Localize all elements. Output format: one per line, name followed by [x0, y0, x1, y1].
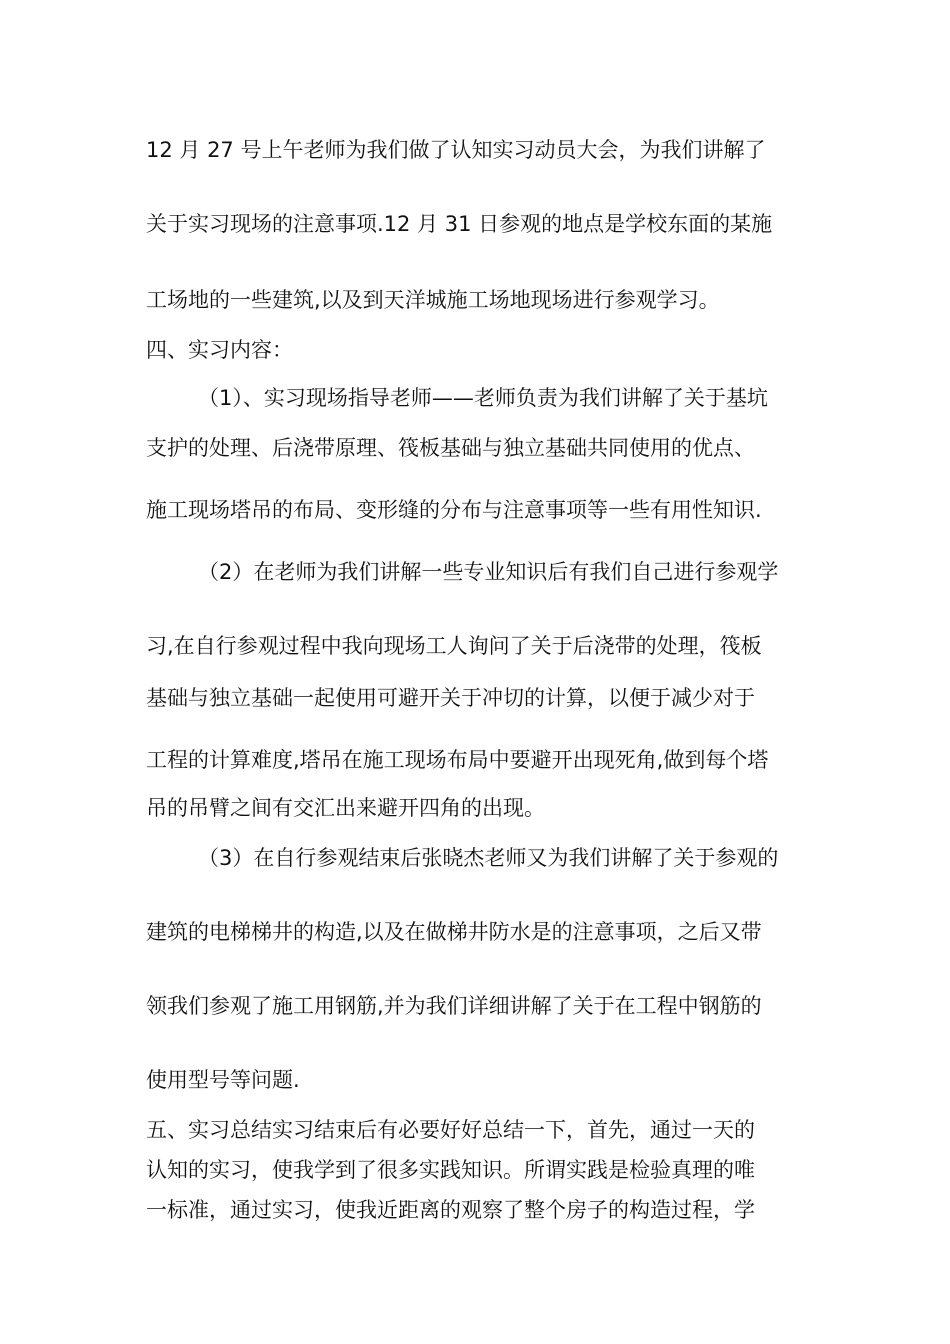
text-line: 工场地的一些建筑,以及到天洋城施工场地现场进行参观学习。: [146, 288, 720, 312]
text-line: （1）、实习现场指导老师——老师负责为我们讲解了关于基坑: [198, 386, 768, 410]
text-line: 12 月 27 号上午老师为我们做了认知实习动员大会，为我们讲解了: [146, 138, 766, 162]
text-line: 习,在自行参观过程中我向现场工人询问了关于后浇带的处理，筏板: [146, 634, 762, 658]
section-heading: 四、实习内容：: [146, 338, 293, 362]
text-line: 建筑的电梯梯井的构造,以及在做梯井防水是的注意事项，之后又带: [146, 920, 762, 944]
text-line: 使用型号等问题.: [146, 1068, 300, 1092]
text-line: （3）在自行参观结束后张晓杰老师又为我们讲解了关于参观的: [198, 846, 779, 870]
section-heading: 五、实习总结实习结束后有必要好好总结一下，首先，通过一天的: [146, 1118, 755, 1142]
text-line: 一标准，通过实习，使我近距离的观察了整个房子的构造过程，学: [146, 1198, 755, 1222]
text-line: 工程的计算难度,塔吊在施工现场布局中要避开出现死角,做到每个塔: [146, 748, 769, 772]
text-line: （2）在老师为我们讲解一些专业知识后有我们自己进行参观学: [198, 560, 779, 584]
text-line: 施工现场塔吊的布局、变形缝的分布与注意事项等一些有用性知识.: [146, 498, 762, 522]
text-line: 认知的实习，使我学到了很多实践知识。所谓实践是检验真理的唯: [146, 1158, 755, 1182]
text-line: 领我们参观了施工用钢筋,并为我们详细讲解了关于在工程中钢筋的: [146, 994, 762, 1018]
text-line: 支护的处理、后浇带原理、筏板基础与独立基础共同使用的优点、: [146, 436, 755, 460]
text-line: 关于实习现场的注意事项.12 月 31 日参观的地点是学校东面的某施: [146, 212, 773, 236]
text-line: 基础与独立基础一起使用可避开关于冲切的计算，以便于减少对于: [146, 686, 755, 710]
text-line: 吊的吊臂之间有交汇出来避开四角的出现。: [146, 796, 545, 820]
